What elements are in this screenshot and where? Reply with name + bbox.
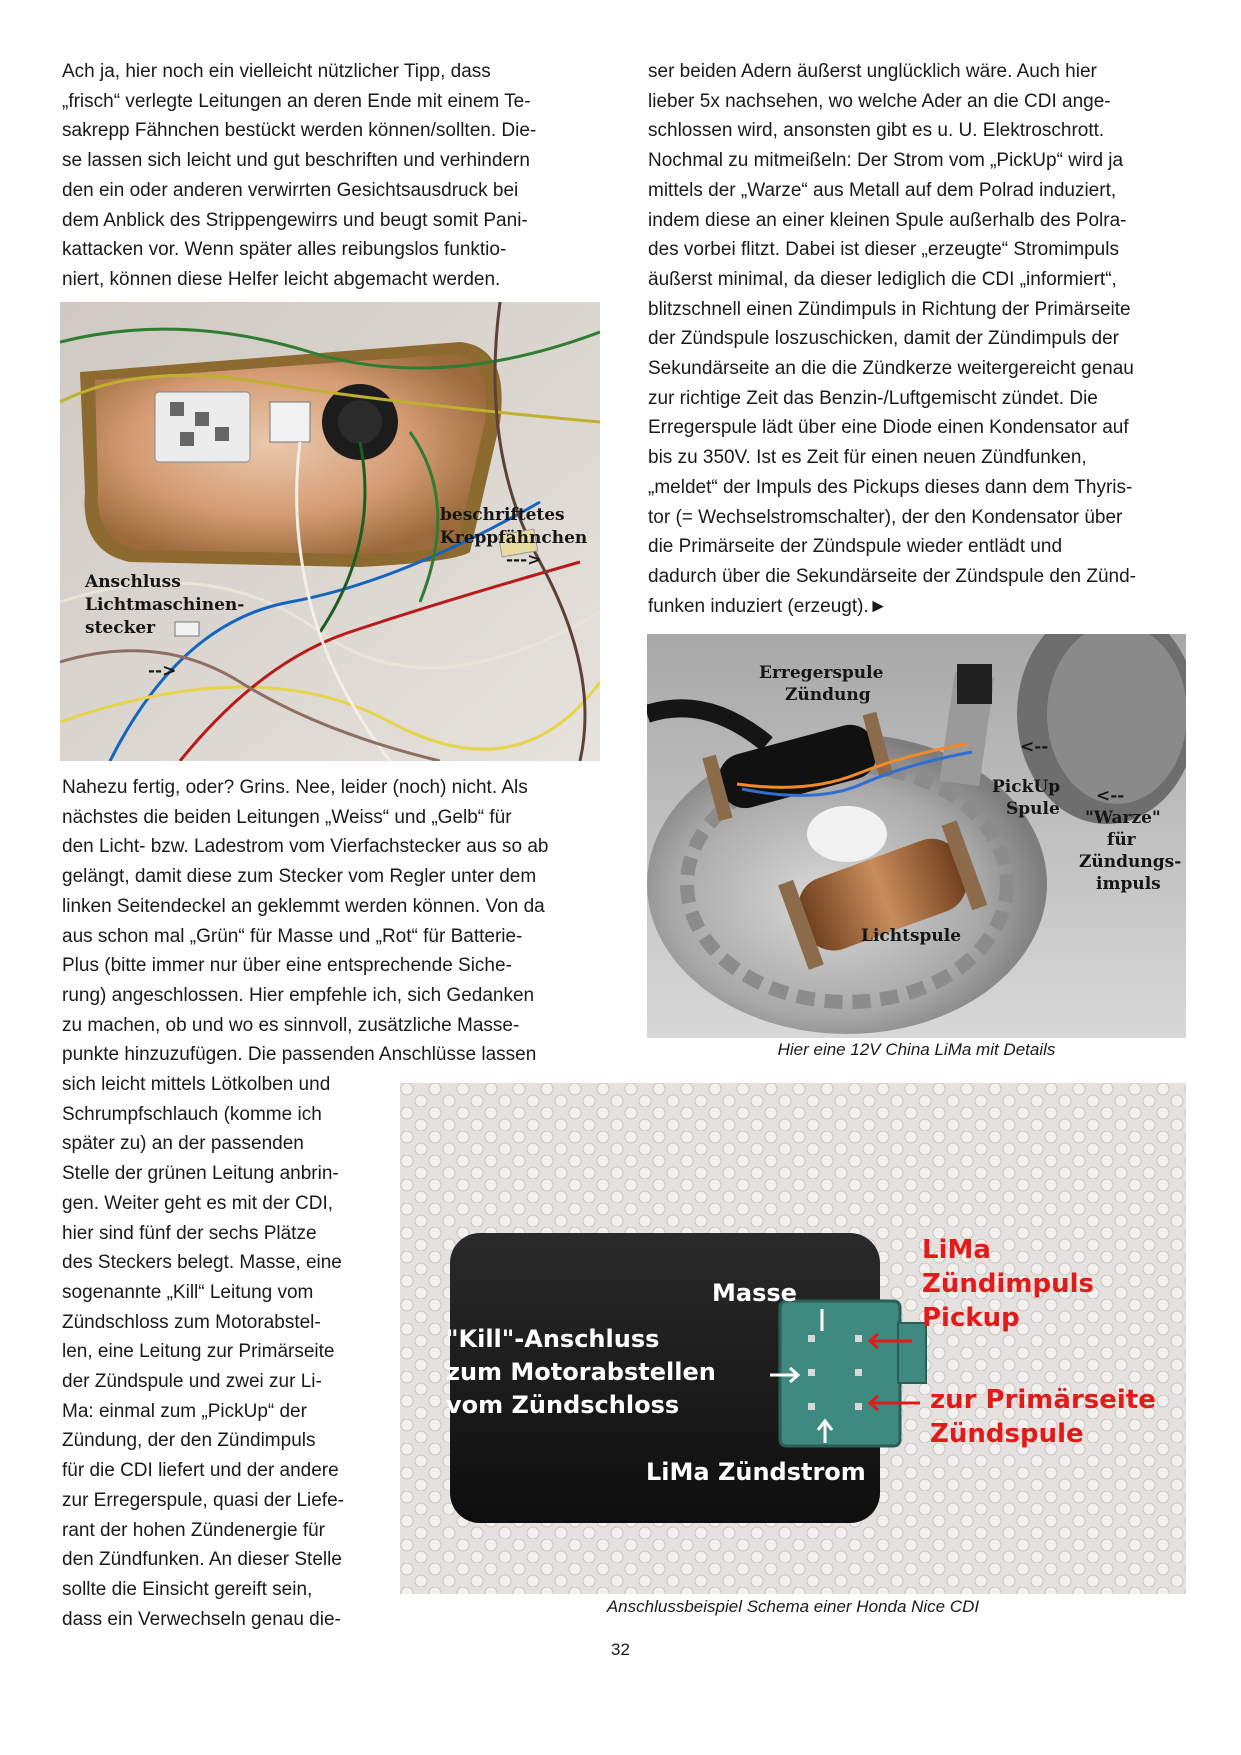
right-paragraph-line: des vorbei flitzt. Dabei ist dieser „erzeugte“ Stromimpuls	[648, 239, 1119, 261]
left-paragraph-3-line: Zündung, der den Zündimpuls	[62, 1430, 316, 1452]
left-paragraph-3-line: sollte die Einsicht gereift sein,	[62, 1578, 313, 1600]
left-paragraph-2-line: aus schon mal „Grün“ für Masse und „Rot“ für Batterie-	[62, 925, 523, 947]
cdi-photo	[400, 1083, 1186, 1594]
label-erreger-1: Erregerspule	[759, 663, 884, 683]
label-arrow-1: <--	[1020, 737, 1049, 757]
left-paragraph-3-line: Ma: einmal zum „PickUp“ der	[62, 1400, 307, 1422]
left-paragraph-3	[62, 1070, 372, 1634]
left-paragraph-3-line: später zu) an der passenden	[62, 1133, 304, 1155]
label-pickup: Pickup	[922, 1303, 1020, 1333]
label-zuendimpuls: Zündimpuls	[922, 1269, 1094, 1299]
right-paragraph-line: äußerst minimal, da dieser lediglich die CDI „informiert“,	[648, 268, 1117, 290]
left-paragraph-3-line: gen. Weiter geht es mit der CDI,	[62, 1192, 334, 1214]
left-paragraph-2-line: nächstes die beiden Leitungen „Weiss“ und „Gelb“ für	[62, 806, 512, 828]
left-paragraph-1	[62, 57, 600, 295]
left-paragraph-1-line: se lassen sich leicht und gut beschriften und verhindern	[62, 150, 530, 172]
right-paragraph-line: bis zu 350V. Ist es Zeit für einen neuen Zündfunken,	[648, 447, 1087, 469]
stator-illustration	[647, 634, 1186, 1038]
label-pickup-2: Spule	[1006, 799, 1060, 819]
left-paragraph-2-line: Plus (bitte immer nur über eine entsprechende Siche-	[62, 955, 512, 977]
right-paragraph-line: Sekundärseite an die die Zündkerze weitergereicht genau	[648, 358, 1134, 380]
label-pickup-1: PickUp	[992, 777, 1061, 797]
label-zuendspule: Zündspule	[930, 1419, 1084, 1449]
right-paragraph-line: zur richtige Zeit das Benzin-/Luftgemischt zündet. Die	[648, 387, 1098, 409]
left-paragraph-2-line: linken Seitendeckel an geklemmt werden können. Von da	[62, 895, 545, 917]
left-paragraph-3-line: Schrumpfschlauch (komme ich	[62, 1103, 322, 1125]
page-number: 32	[611, 1640, 630, 1659]
label-kill-2: zum Motorabstellen	[446, 1358, 716, 1386]
right-paragraph-line: tor (= Wechselstromschalter), der den Kondensator über	[648, 506, 1123, 528]
left-paragraph-2-line: den Licht- bzw. Ladestrom vom Vierfachstecker aus so ab	[62, 836, 549, 858]
label-kill-3: vom Zündschloss	[446, 1391, 680, 1419]
left-paragraph-1-line: dem Anblick des Strippengewirrs und beugt somit Pani-	[62, 209, 528, 231]
label-conn-3: stecker	[85, 618, 156, 638]
right-paragraph-line: ser beiden Adern äußerst unglücklich wäre. Auch hier	[648, 61, 1097, 82]
right-paragraph-line: schlossen wird, ansonsten gibt es u. U. Elektroschrott.	[648, 120, 1105, 142]
right-paragraph-line: lieber 5x nachsehen, wo welche Ader an die CDI ange-	[648, 90, 1111, 112]
right-paragraph-line: Nochmal zu mitmeißeln: Der Strom vom „PickUp“ wird ja	[648, 150, 1124, 172]
right-paragraph-line: Erregerspule lädt über eine Diode einen Kondensator auf	[648, 417, 1129, 439]
left-paragraph-3-line: des Steckers belegt. Masse, eine	[62, 1252, 342, 1274]
label-lima-strom: LiMa Zündstrom	[646, 1458, 866, 1486]
label-lima: LiMa	[922, 1235, 991, 1265]
left-paragraph-3-line: Stelle der grünen Leitung anbrin-	[62, 1163, 339, 1185]
label-warze-1: "Warze"	[1085, 808, 1161, 828]
left-paragraph-3-line: den Zündfunken. An dieser Stelle	[62, 1549, 342, 1571]
right-paragraph-line: „meldet“ der Impuls des Pickups dieses dann dem Thyris-	[648, 476, 1133, 498]
left-paragraph-2-line: zu machen, ob und wo es sinnvoll, zusätzliche Masse-	[62, 1014, 520, 1036]
right-paragraph-line: mittels der „Warze“ aus Metall auf dem Polrad induziert,	[648, 179, 1117, 201]
label-conn-arrow: -->	[148, 661, 177, 681]
right-paragraph-line: indem diese an einer kleinen Spule außerhalb des Polra-	[648, 209, 1127, 231]
label-primaerseite: zur Primärseite	[930, 1385, 1156, 1415]
right-paragraph-line: funken induziert (erzeugt).►	[648, 595, 888, 617]
left-paragraph-3-line: len, eine Leitung zur Primärseite	[62, 1341, 335, 1363]
label-warze-2: für	[1107, 830, 1136, 850]
left-paragraph-1-line: sakrepp Fähnchen bestückt werden können/sollten. Die-	[62, 120, 537, 142]
left-paragraph-2-line: Nahezu fertig, oder? Grins. Nee, leider (noch) nicht. Als	[62, 777, 528, 798]
left-paragraph-3-line: dass ein Verwechseln genau die-	[62, 1608, 341, 1630]
left-paragraph-3-line: hier sind fünf der sechs Plätze	[62, 1222, 317, 1244]
left-paragraph-3-line: rant der hohen Zündenergie für	[62, 1519, 326, 1541]
label-warze-3: Zündungs-	[1079, 852, 1182, 872]
right-paragraph-line: blitzschnell einen Zündimpuls in Richtung der Primärseite	[648, 298, 1131, 320]
label-flag-2: Kreppfähnchen	[440, 528, 588, 548]
left-paragraph-1-line: Ach ja, hier noch ein vielleicht nützlicher Tipp, dass	[62, 61, 491, 82]
left-paragraph-3-line: für die CDI liefert und der andere	[62, 1460, 339, 1482]
right-paragraph-line: dadurch über die Sekundärseite der Zündspule den Zünd-	[648, 565, 1136, 587]
left-paragraph-3-line: zur Erregerspule, quasi der Liefe-	[62, 1489, 344, 1511]
stator-photo	[647, 634, 1186, 1038]
left-paragraph-1-line: kattacken vor. Wenn später alles reibungslos funktio-	[62, 239, 507, 261]
label-conn-1: Anschluss	[85, 572, 181, 592]
label-masse: Masse	[712, 1279, 797, 1307]
label-warze-4: impuls	[1096, 874, 1161, 894]
right-paragraph-line: der Zündspule loszuschicken, damit der Zündimpuls der	[648, 328, 1120, 350]
wiring-harness-photo	[60, 302, 600, 761]
right-paragraph-line: die Primärseite der Zündspule wieder entlädt und	[648, 536, 1063, 558]
label-flag-arrow: --->	[506, 550, 542, 570]
stator-caption: Hier eine 12V China LiMa mit Details	[777, 1040, 1056, 1059]
left-paragraph-1-line: „frisch“ verlegte Leitungen an deren Ende mit einem Te-	[62, 90, 531, 112]
left-paragraph-2-line: punkte hinzuzufügen. Die passenden Anschlüsse lassen	[62, 1044, 537, 1066]
label-lichtspule: Lichtspule	[861, 926, 962, 946]
label-warze-arrow: <--	[1096, 786, 1125, 806]
label-kill-1: "Kill"-Anschluss	[446, 1325, 660, 1353]
left-paragraph-3-line: sich leicht mittels Lötkolben und	[62, 1074, 331, 1095]
left-paragraph-3-line: Zündschloss zum Motorabstel-	[62, 1311, 321, 1333]
right-paragraph	[648, 57, 1180, 621]
left-paragraph-3-line: sogenannte „Kill“ Leitung vom	[62, 1281, 314, 1303]
left-paragraph-2	[62, 773, 600, 1070]
left-paragraph-1-line: niert, können diese Helfer leicht abgemacht werden.	[62, 268, 501, 290]
left-paragraph-3-line: der Zündspule und zwei zur Li-	[62, 1371, 322, 1393]
left-paragraph-2-line: rung) angeschlossen. Hier empfehle ich, sich Gedanken	[62, 984, 535, 1006]
left-paragraph-2-line: gelängt, damit diese zum Stecker vom Regler unter dem	[62, 866, 537, 888]
label-erreger-2: Zündung	[785, 685, 871, 705]
label-flag-1: beschriftetes	[440, 505, 565, 525]
label-conn-2: Lichtmaschinen-	[85, 595, 245, 615]
left-paragraph-1-line: den ein oder anderen verwirrten Gesichtsausdruck bei	[62, 179, 519, 201]
cdi-caption: Anschlussbeispiel Schema einer Honda Nice CDI	[606, 1597, 980, 1616]
